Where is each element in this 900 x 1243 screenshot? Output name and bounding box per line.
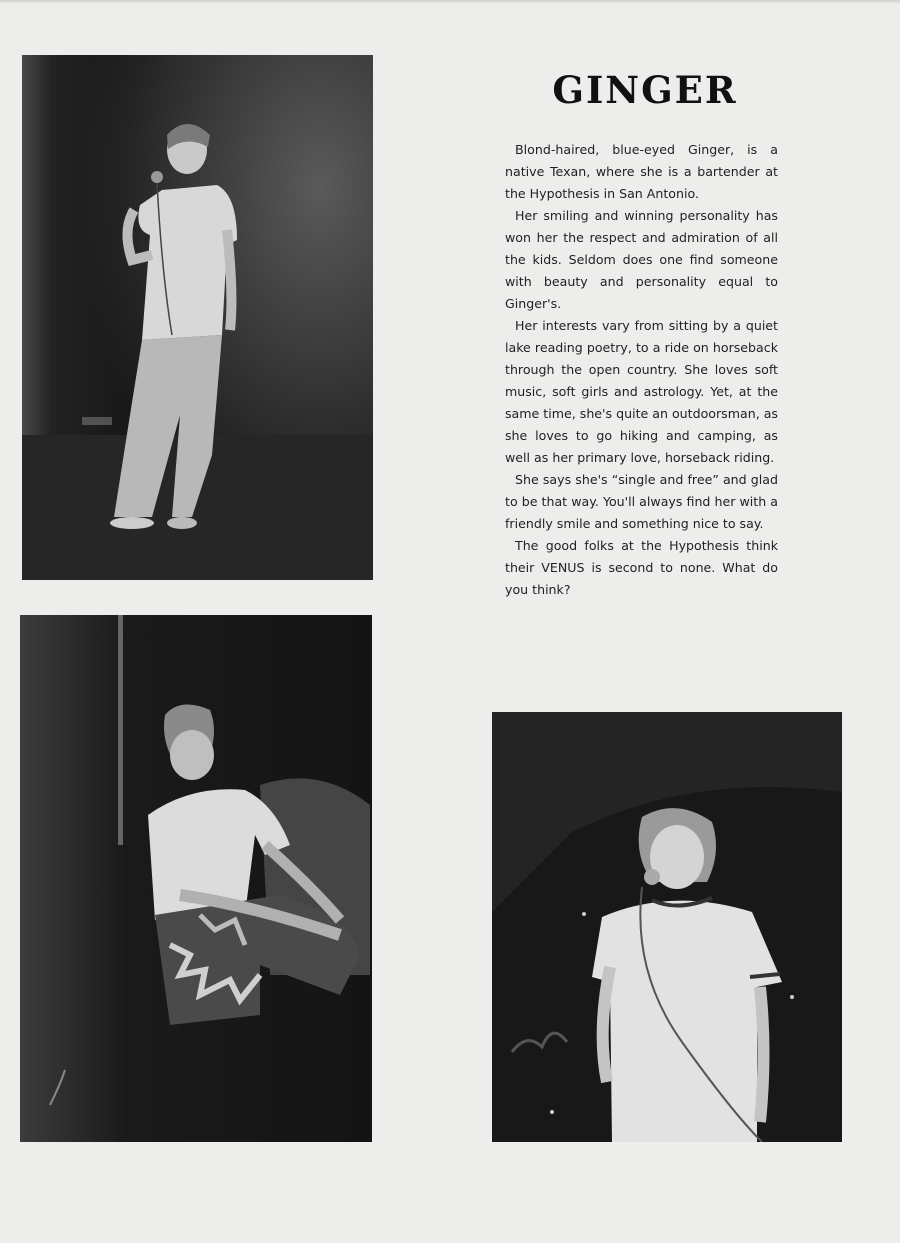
photo-seated: [20, 615, 372, 1142]
photo-standing-singer: [22, 55, 373, 580]
article-paragraph: Her interests vary from sitting by a quiet lake reading poetry, to a ride on horseback through the open country. She loves soft music, soft girls and astrology. Yet, at the same time, she's quite an outdoorsman, as she loves to go hiking and camping, as well as her primary love, horseback riding.: [505, 318, 778, 465]
photo-standing-singer-image: [22, 55, 373, 580]
article-paragraph: She says she's “single and free” and glad to be that way. You'll always find her with a friendly smile and something nice to say.: [505, 472, 778, 531]
article-paragraph: Blond-haired, blue-eyed Ginger, is a native Texan, where she is a bartender at the Hypothesis in San Antonio.: [505, 142, 778, 201]
article-paragraph: The good folks at the Hypothesis think their VENUS is second to none. What do you think?: [505, 538, 778, 597]
article-paragraph: Her smiling and winning personality has won her the respect and admiration of all the kids. Seldom does one find someone with beauty and personality equal to Ginger's.: [505, 208, 778, 311]
page-top-edge: [0, 0, 900, 4]
article-body: [505, 139, 778, 601]
article-title: GINGER: [552, 68, 738, 112]
photo-singing-closeup-image: [492, 712, 842, 1142]
photo-seated-image: [20, 615, 372, 1142]
photo-singing-closeup: [492, 712, 842, 1142]
